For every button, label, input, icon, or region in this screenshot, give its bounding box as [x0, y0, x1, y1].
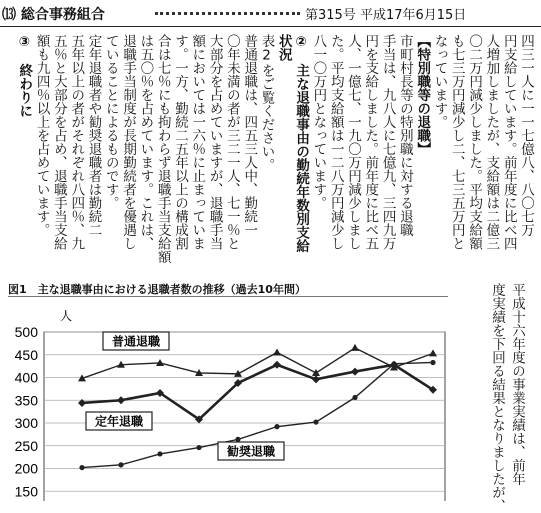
- text-column: 〇年未満の者が三二一人、七一％と: [223, 34, 240, 250]
- series-point: [235, 437, 240, 442]
- y-tick-label: 500: [14, 324, 38, 340]
- y-tick-label: 150: [14, 483, 38, 500]
- text-column: 額においては一六％に止まっていま: [189, 34, 206, 250]
- series-point: [352, 395, 357, 400]
- text-column: 四三一人に一一七億八、八〇七万: [518, 34, 534, 237]
- series-label: 勧奨退職: [226, 444, 276, 459]
- y-tick-label: 350: [14, 392, 38, 409]
- retirement-trend-chart: [0, 300, 450, 501]
- text-column: 普通退職は、四五三人中、勤続一: [241, 34, 258, 237]
- series-label: 定年退職: [94, 414, 144, 429]
- header-rule: [0, 26, 541, 27]
- text-column: 定年退職者や勧奨退職者は勤続二: [85, 34, 102, 237]
- series-line: [82, 365, 433, 420]
- text-column: 人、一億七、一九〇万円減少しまし: [345, 34, 361, 250]
- series-point: [351, 368, 359, 376]
- series-point: [273, 361, 281, 369]
- header-dotted-leader: [155, 12, 300, 15]
- text-column: 八一〇万円となっています。: [310, 34, 327, 210]
- text-column: 五％と大部分を占め、退職手当支給: [50, 34, 67, 250]
- figure-rule: [8, 296, 448, 297]
- series-point: [196, 445, 201, 450]
- text-column: は五〇％を占めています。これは、: [137, 34, 154, 250]
- series-point: [118, 462, 123, 467]
- side-text-column: 度実績を下回る結果となりましたが、: [489, 283, 505, 513]
- text-column: 〇二万円減少しました。平均支給額: [466, 34, 483, 250]
- text-column: 表2をご覧ください。: [258, 34, 275, 172]
- text-column: 円支給しています。前年度に比べ四: [500, 34, 517, 250]
- text-column: 市町村長等の特別職に対する退職: [396, 34, 413, 237]
- series-point: [391, 361, 396, 366]
- page-header: [0, 0, 541, 30]
- text-column: 合は七％にも拘わらず退職手当支給額: [154, 34, 171, 264]
- series-point: [274, 424, 279, 429]
- series-label: 普通退職: [111, 334, 161, 349]
- text-column: 人増加しましたが、支給額は二億三: [483, 34, 500, 250]
- text-column: 手当は、九八人に七億九、三四九万: [379, 34, 396, 250]
- y-tick-label: 300: [14, 415, 38, 431]
- series-point: [157, 451, 162, 456]
- text-column: 大部分を占めていますが、退職手当: [206, 34, 223, 250]
- series-point: [313, 419, 318, 424]
- series-point: [312, 369, 320, 376]
- series-point: [430, 360, 435, 365]
- y-axis-unit: 人: [60, 309, 73, 323]
- text-column: 額も九四％以上を占めています。: [33, 34, 50, 237]
- text-column: 五年以上の者がそれぞれ八四％、九: [68, 34, 85, 250]
- issue-date: 第315号 平成17年6月15日: [305, 8, 467, 23]
- figure-title: 図1 主な退職事由における退職者数の推移（過去10年間）: [8, 283, 306, 296]
- text-column: ② 主な退職事由の勤続年数別支給: [293, 34, 310, 253]
- series-point: [351, 344, 359, 351]
- text-column: ③ 終わりに: [16, 34, 33, 118]
- text-column: 状況: [275, 34, 292, 61]
- text-column: 【特別職等の退職】: [414, 34, 431, 156]
- series-point: [429, 349, 437, 356]
- series-point: [79, 465, 84, 470]
- side-text-column: 平成十六年度の事業実績は、前年: [509, 283, 525, 486]
- y-tick-label: 200: [14, 460, 38, 477]
- text-column: も七三万円減少し二、七三五万円と: [448, 34, 465, 250]
- series-point: [312, 375, 320, 383]
- text-column: た。平均支給額は一二八万円減少し: [327, 34, 344, 250]
- text-column: す。一方、勤続二五年以上の構成割: [172, 34, 188, 250]
- text-column: 退職手当制度が長期勤続者を優遇し: [120, 34, 137, 250]
- text-column: なっています。: [431, 34, 448, 129]
- text-column: 円を支給しました。前年度に比べ五: [362, 34, 379, 250]
- y-tick-label: 450: [14, 346, 38, 363]
- y-tick-label: 400: [14, 369, 38, 386]
- y-tick-label: 250: [14, 437, 38, 454]
- series-point: [117, 396, 125, 404]
- series-point: [273, 348, 281, 355]
- newsletter-section-title: ⒀ 総合事務組合: [2, 7, 105, 23]
- text-column: ていることによるものです。: [102, 34, 119, 210]
